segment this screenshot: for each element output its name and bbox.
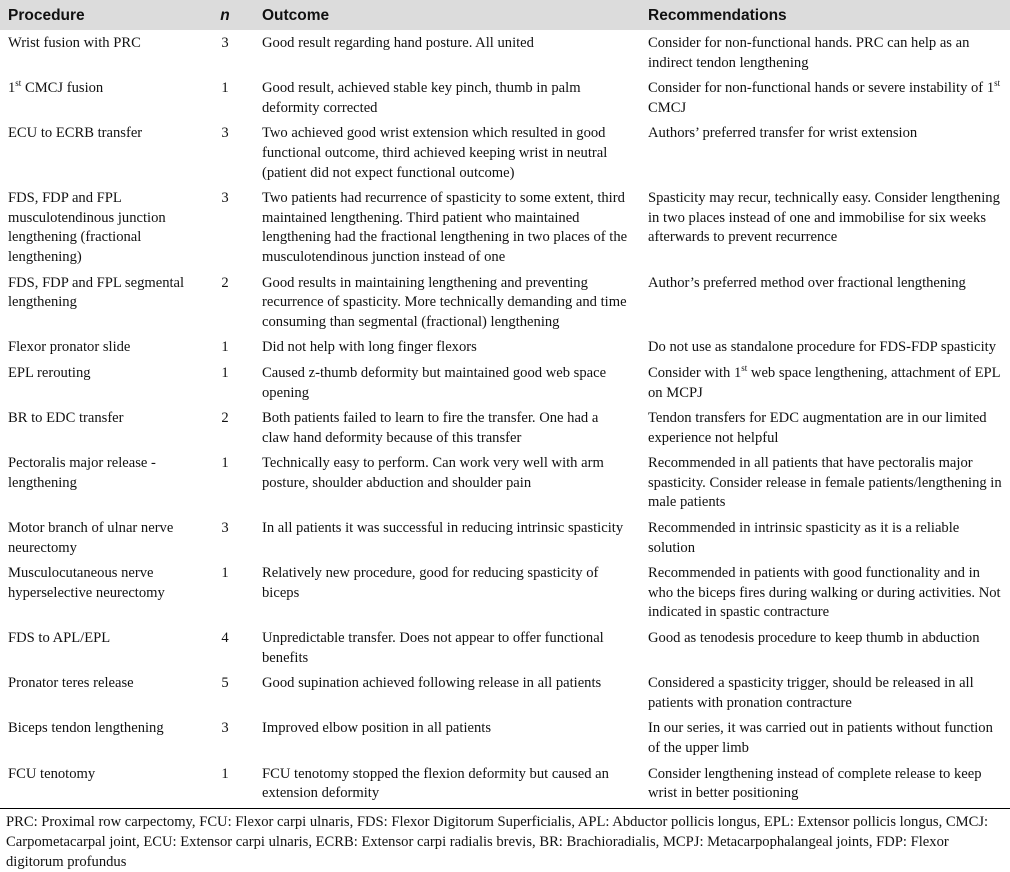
cell-procedure: Motor branch of ulnar nerve neurectomy <box>8 520 174 556</box>
cell-procedure: FDS to APL/EPL <box>8 630 111 647</box>
table-row <box>0 122 1010 187</box>
table-row <box>0 336 1010 362</box>
cell-procedure: Biceps tendon lengthening <box>8 720 164 737</box>
table-row <box>0 672 1010 717</box>
ordinal-suffix: st <box>741 363 748 374</box>
cell-procedure: Pronator teres release <box>8 675 134 692</box>
cell-procedure: FDS, FDP and FPL segmental lengthening <box>8 274 185 311</box>
ordinal-suffix: st <box>994 78 1001 89</box>
cell-n: 1 <box>221 565 229 582</box>
cell-procedure: Wrist fusion with PRC <box>8 35 141 51</box>
cell-recommendations <box>628 77 1010 122</box>
cell-n: 1 <box>221 80 229 97</box>
cell-recommendations: Consider lengthening instead of complete release to keep wrist in better positioning <box>648 765 982 802</box>
cell-outcome: Two patients had recurrence of spasticity to some extent, third maintained lengthening. Third patient who maintained lengthening had the fractional lengthening in two places of the musculotendinous junction instead of one <box>262 190 628 265</box>
cell-recommendations: Tendon transfers for EDC augmentation are in our limited experience not helpful <box>648 410 987 446</box>
cell-recommendations: Recommended in intrinsic spasticity as it is a reliable solution <box>648 520 960 556</box>
cell-procedure: Flexor pronator slide <box>8 339 131 356</box>
table-row <box>0 272 1010 337</box>
procedure-number: 1 <box>8 80 16 97</box>
table-body <box>0 30 1010 808</box>
table-row <box>0 562 1010 627</box>
table-footnote: PRC: Proximal row carpectomy, FCU: Flexor carpi ulnaris, FDS: Flexor Digitorum Superficialis, APL: Abductor pollicis longus, EPL: Extensor pollicis longus, CMCJ: Carpometacarpal joint, ECU: Extensor carpi ulnaris, ECRB: Extensor carpi radialis brevis, BR: Brachioradialis, MCPJ: Metacarpophalangeal joints, FDP: Flexor digitorum profundus <box>6 813 989 870</box>
table-row <box>0 362 1010 407</box>
table-header <box>0 0 1010 30</box>
ordinal-suffix: st <box>15 78 22 89</box>
cell-procedure: ECU to ECRB transfer <box>8 125 143 142</box>
cell-n: 1 <box>221 765 229 782</box>
cell-n: 1 <box>221 455 229 472</box>
table-row <box>0 30 1010 77</box>
cell-outcome: Improved elbow position in all patients <box>262 720 492 737</box>
cell-outcome: Technically easy to perform. Can work very well with arm posture, shoulder abduction and shoulder pain <box>262 455 604 491</box>
cell-n: 3 <box>221 190 229 207</box>
cell-outcome: Caused z-thumb deformity but maintained good web space opening <box>262 364 607 401</box>
header-procedure: Procedure <box>0 0 208 30</box>
recommendation-text-end: CMCJ <box>648 99 687 116</box>
cell-recommendations: Consider for non-functional hands. PRC can help as an indirect tendon lengthening <box>648 35 970 71</box>
recommendation-text-end: web space lengthening, attachment of EPL on MCPJ <box>648 364 1001 401</box>
table-row <box>0 763 1010 808</box>
cell-n: 5 <box>221 675 229 692</box>
cell-n: 3 <box>221 125 229 142</box>
cell-outcome: Unpredictable transfer. Does not appear to offer functional benefits <box>262 630 604 666</box>
cell-recommendations: Recommended in patients with good functionality and in who the biceps fires during walking or during activities. Not indicated in spastic contracture <box>648 565 1001 621</box>
cell-n: 1 <box>221 339 229 356</box>
cell-recommendations: Author’s preferred method over fractional lengthening <box>648 274 966 291</box>
cell-recommendations: Recommended in all patients that have pectoralis major spasticity. Consider release in female patients/lengthening in male patients <box>648 455 1002 511</box>
table-row <box>0 407 1010 452</box>
cell-procedure: BR to EDC transfer <box>8 410 124 427</box>
cell-recommendations: Considered a spasticity trigger, should be released in all patients with pronation contracture <box>648 675 974 711</box>
recommendation-text: Consider for non-functional hands or severe instability of 1 <box>648 80 995 97</box>
cell-recommendations: Authors’ preferred transfer for wrist extension <box>648 125 918 142</box>
cell-outcome: Good result, achieved stable key pinch, thumb in palm deformity corrected <box>262 80 581 116</box>
header-n: n <box>208 0 242 30</box>
cell-procedure: Pectoralis major release - lengthening <box>8 455 156 491</box>
table-row <box>0 717 1010 762</box>
cell-outcome: Good result regarding hand posture. All united <box>262 35 534 51</box>
cell-n: 3 <box>221 35 229 51</box>
cell-outcome: Relatively new procedure, good for reducing spasticity of biceps <box>262 565 599 601</box>
cell-n: 4 <box>221 630 229 647</box>
cell-n: 1 <box>221 364 229 381</box>
cell-recommendations <box>628 362 1010 407</box>
cell-recommendations: Do not use as standalone procedure for FDS-FDP spasticity <box>648 339 997 356</box>
cell-outcome: Both patients failed to learn to fire the transfer. One had a claw hand deformity because of this transfer <box>262 410 599 446</box>
cell-n: 2 <box>221 274 229 291</box>
table-row <box>0 517 1010 562</box>
cell-procedure <box>0 77 208 122</box>
cell-n: 3 <box>221 520 229 537</box>
table-row <box>0 187 1010 271</box>
cell-procedure: EPL rerouting <box>8 364 91 381</box>
cell-procedure: Musculocutaneous nerve hyperselective neurectomy <box>8 565 165 601</box>
cell-n: 3 <box>221 720 229 737</box>
cell-outcome: Good supination achieved following release in all patients <box>262 675 602 692</box>
cell-outcome: In all patients it was successful in reducing intrinsic spasticity <box>262 520 624 537</box>
cell-outcome: Good results in maintaining lengthening and preventing recurrence of spasticity. More technically demanding and time consuming than segmental (fractional) lengthening <box>262 274 627 330</box>
header-recommendations: Recommendations <box>628 0 1010 30</box>
header-row <box>0 0 1010 30</box>
table-row <box>0 452 1010 517</box>
cell-recommendations: Spasticity may recur, technically easy. Consider lengthening in two places instead of one and immobilise for six weeks afterwards to prevent recurrence <box>648 190 1000 246</box>
table-row <box>0 627 1010 672</box>
procedure-text: CMCJ fusion <box>21 80 104 97</box>
recommendation-text: Consider with 1 <box>648 364 742 381</box>
cell-procedure: FDS, FDP and FPL musculotendinous junction lengthening (fractional lengthening) <box>8 190 166 265</box>
cell-recommendations: Good as tenodesis procedure to keep thumb in abduction <box>648 630 980 647</box>
cell-procedure: FCU tenotomy <box>8 765 96 782</box>
cell-recommendations: In our series, it was carried out in patients without function of the upper limb <box>648 720 993 756</box>
cell-outcome: Did not help with long finger flexors <box>262 339 477 356</box>
cell-n: 2 <box>221 410 229 427</box>
header-outcome: Outcome <box>242 0 628 30</box>
cell-outcome: FCU tenotomy stopped the flexion deformity but caused an extension deformity <box>262 765 609 802</box>
cell-outcome: Two achieved good wrist extension which resulted in good functional outcome, third achieved keeping wrist in neutral (patient did not expect functional outcome) <box>262 125 608 181</box>
table-row <box>0 77 1010 122</box>
